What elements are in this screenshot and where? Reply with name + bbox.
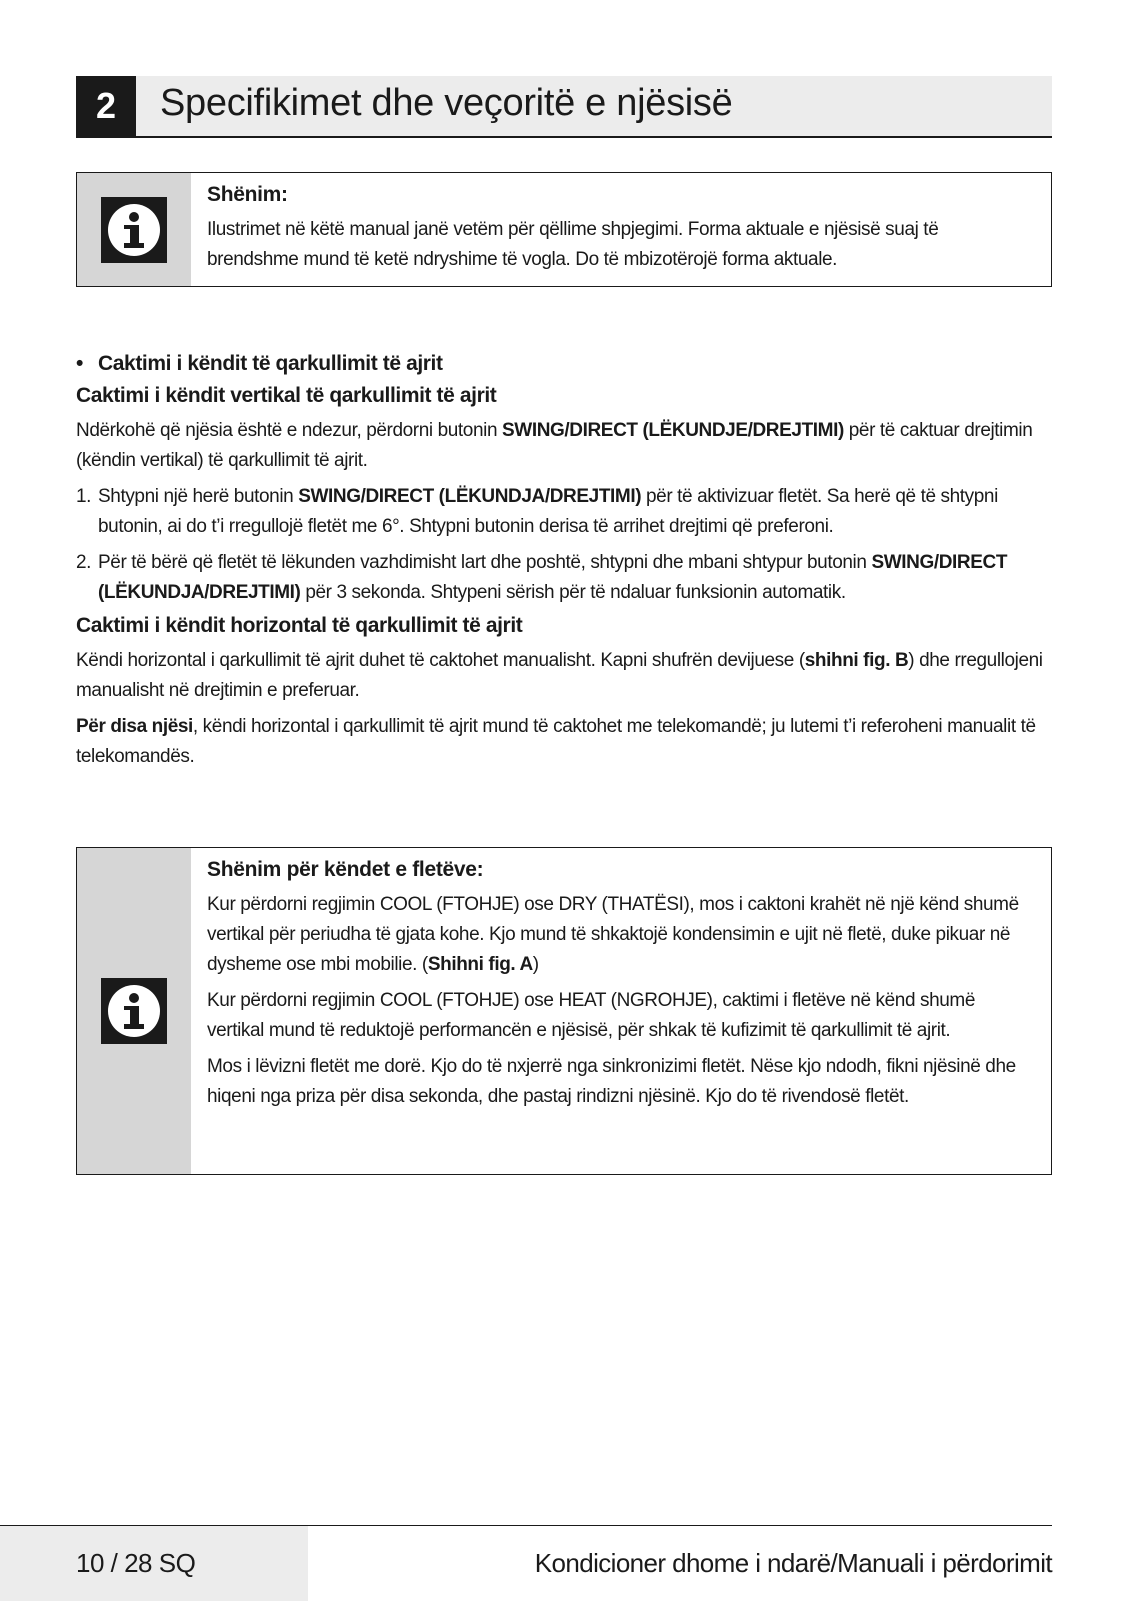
info-icon — [101, 978, 167, 1044]
horizontal-heading: Caktimi i këndit horizontal të qarkullimit të ajrit — [76, 614, 523, 637]
vertical-heading: Caktimi i këndit vertikal të qarkullimit të ajrit — [76, 384, 497, 407]
note-text — [191, 173, 1051, 286]
note-box-general — [76, 172, 1052, 287]
bullet-heading — [76, 352, 1052, 376]
info-icon — [101, 197, 167, 263]
horizontal-paragraph-2: Për disa njësi, këndi horizontal i qarkullimit të ajrit mund të caktohet me telekomandë; ju lutemi t’i referoheni manualit të telekomandës. — [76, 716, 1036, 767]
note-box-flaps — [76, 847, 1052, 1175]
note-paragraph: Kur përdorni regjimin COOL (FTOHJE) ose DRY (THATËSI), mos i caktoni krahët në një kënd shumë vertikal për periudha të gjata kohe. Kjo mund të shkaktojë kondensimin e ujit në fletë, duke pikuar në dysheme ose mbi mobilie. (Shihni fig. A) — [207, 894, 1019, 975]
note-paragraph: Kur përdorni regjimin COOL (FTOHJE) ose HEAT (NGROHJE), caktimi i fletëve në kënd shumë vertikal mund të reduktojë performancën e njësisë, për shkak të kufizimit të qarkullimit të ajrit. — [207, 990, 976, 1041]
page-title: Specifikimet dhe veçoritë e njësisë — [160, 82, 733, 124]
horizontal-paragraph-1: Këndi horizontal i qarkullimit të ajrit duhet të caktohet manualisht. Kapni shufrën devijuese (shihni fig. B) dhe rregullojeni manualisht në drejtimin e preferuar. — [76, 650, 1043, 701]
bullet-heading-text: Caktimi i këndit të qarkullimit të ajrit — [98, 352, 443, 375]
note-text — [191, 848, 1051, 1174]
list-item: 1. Shtypni një herë butonin SWING/DIRECT (LËKUNDJA/DREJTIMI) për të aktivizuar fletët. Sa herë që të shtypni butonin, ai do t’i rregullojë fletët me 6°. Shtypni butonin derisa të arrihet drejtimi që preferoni. — [76, 486, 998, 537]
note-icon-column — [77, 848, 191, 1174]
note-title: Shënim: — [207, 183, 288, 206]
note-paragraph: Mos i lëvizni fletët me dorë. Kjo do të nxjerrë nga sinkronizimi fletët. Nëse kjo ndodh, fikni njësinë dhe hiqeni nga priza për disa sekonda, dhe pastaj rindizni njësinë. Kjo do të rivendosë fletët. — [207, 1056, 1016, 1107]
list-item: 2. Për të bërë që fletët të lëkunden vazhdimisht lart dhe poshtë, shtypni dhe mbani shtypur butonin SWING/DIRECT (LËKUNDJA/DREJTIMI) për 3 sekonda. Shtypeni sërish për të ndaluar funksionin automatik. — [76, 552, 1008, 603]
vertical-steps — [76, 482, 1052, 608]
note-title: Shënim për këndet e fletëve: — [207, 858, 484, 881]
page-number: 10 / 28 SQ — [76, 1548, 196, 1578]
note-icon-column — [77, 173, 191, 286]
note-paragraph: Ilustrimet në këtë manual janë vetëm për qëllime shpjegimi. Forma aktuale e njësisë suaj të brendshme mund të ketë ndryshime të vogla. Do të mbizotërojë forma aktuale. — [207, 219, 939, 270]
footer-title: Kondicioner dhome i ndarë/Manuali i përdorimit — [534, 1548, 1052, 1578]
chapter-header — [76, 76, 1052, 138]
main-content — [76, 352, 1052, 778]
bullet-marker: • — [76, 352, 83, 375]
vertical-intro: Ndërkohë që njësia është e ndezur, përdorni butonin SWING/DIRECT (LËKUNDJE/DREJTIMI) për të caktuar drejtimin (këndin vertikal) të qarkullimit të ajrit. — [76, 420, 1033, 471]
chapter-number: 2 — [76, 76, 136, 136]
